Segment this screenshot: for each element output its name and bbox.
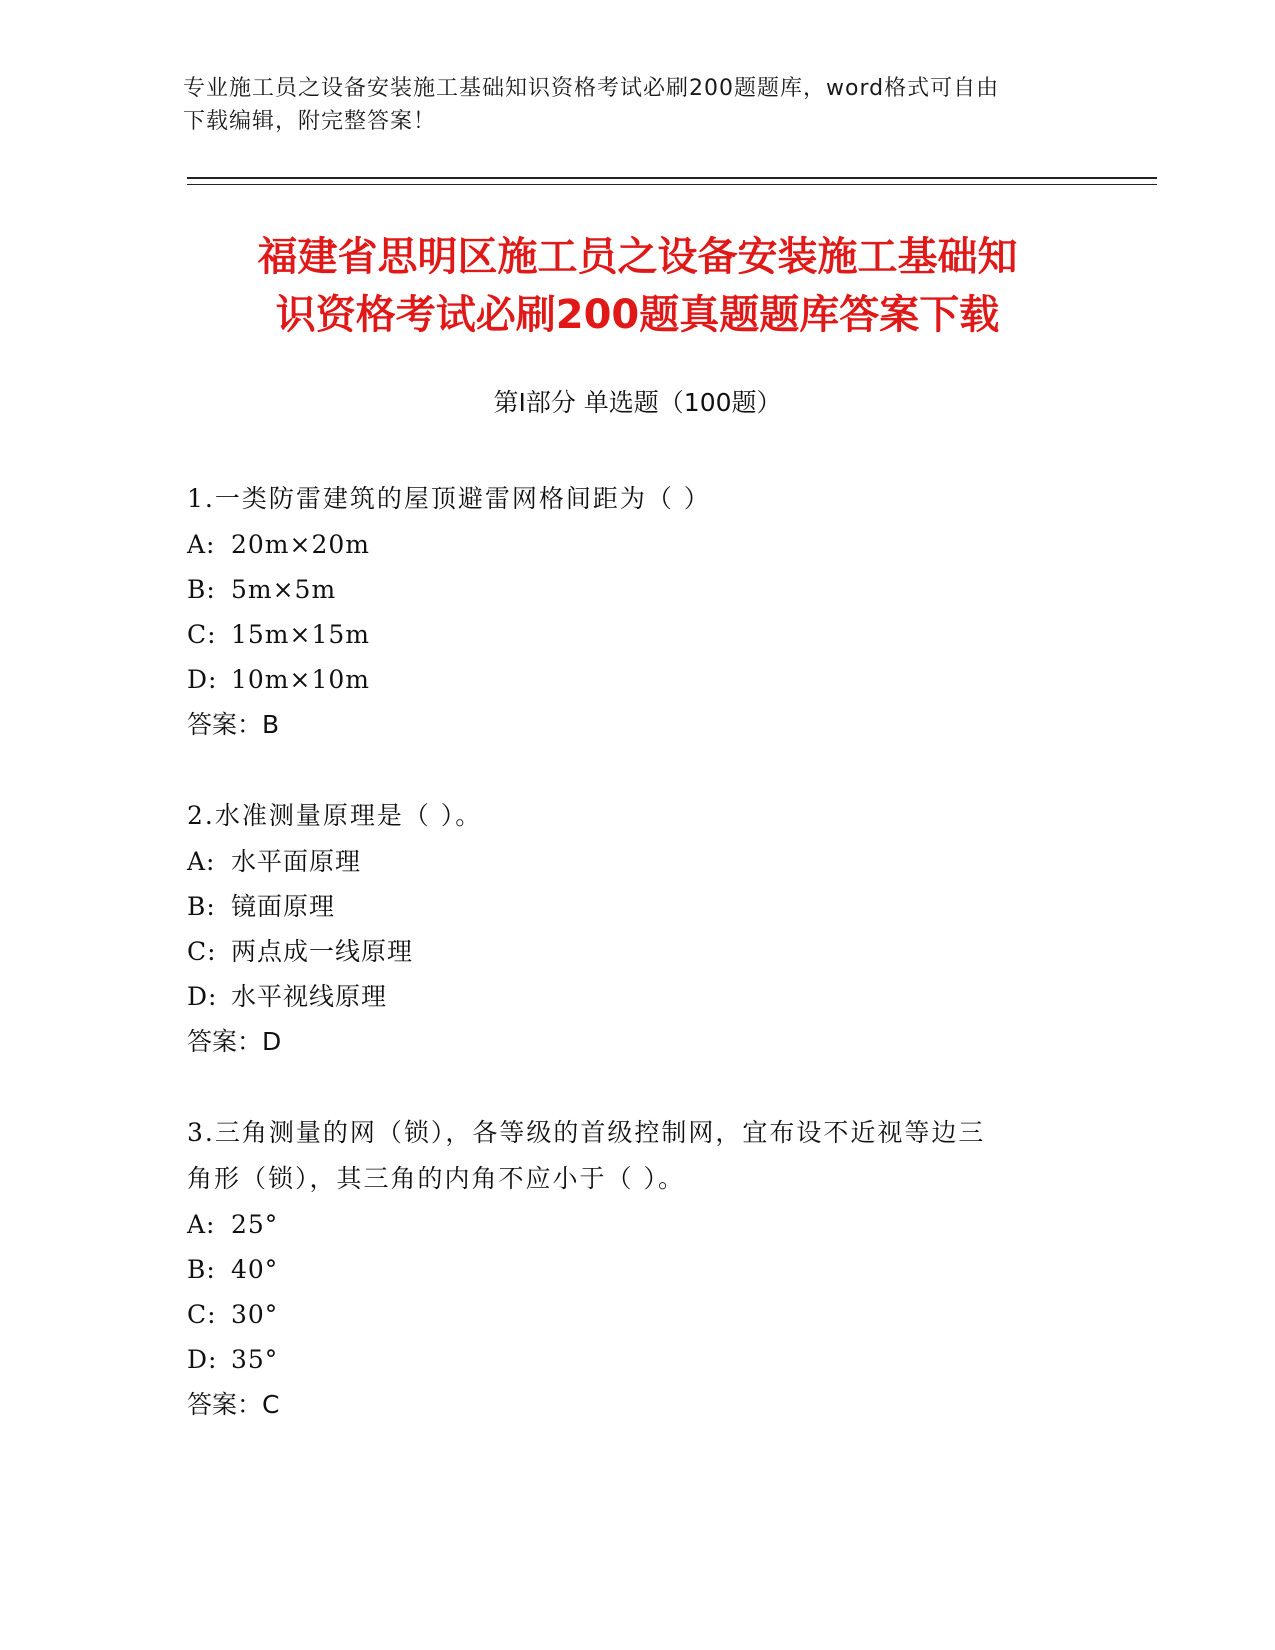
option-letter: C: bbox=[187, 1300, 217, 1329]
header-divider-thick bbox=[187, 177, 1157, 179]
option-text: 40° bbox=[231, 1255, 279, 1284]
answer-line: 答案：D bbox=[187, 1027, 282, 1056]
section-heading: 第Ⅰ部分 单选题（100题） bbox=[493, 388, 782, 417]
option-letter: D: bbox=[187, 1345, 218, 1374]
option-d bbox=[187, 974, 1067, 1019]
option-text: 25° bbox=[231, 1210, 279, 1239]
answer-line: 答案：C bbox=[187, 1390, 280, 1419]
option-b bbox=[187, 1247, 1067, 1292]
option-letter: B: bbox=[187, 892, 216, 921]
option-text: 30° bbox=[231, 1300, 279, 1329]
question-stem: 1.一类防雷建筑的屋顶避雷网格间距为（ ） bbox=[187, 484, 711, 513]
document-title-line-1: 福建省思明区施工员之设备安装施工基础知 bbox=[257, 234, 1018, 280]
document-title-line-2: 识资格考试必刷200题真题题库答案下载 bbox=[275, 292, 1000, 338]
option-text: 镜面原理 bbox=[231, 892, 336, 921]
question-1 bbox=[187, 476, 1067, 748]
option-text: 35° bbox=[231, 1345, 279, 1374]
option-text: 水平视线原理 bbox=[231, 982, 388, 1011]
option-c bbox=[187, 612, 1067, 657]
option-letter: B: bbox=[187, 575, 216, 604]
answer-line: 答案：B bbox=[187, 710, 280, 739]
option-b bbox=[187, 884, 1067, 929]
option-letter: D: bbox=[187, 982, 218, 1011]
option-a bbox=[187, 522, 1067, 567]
option-c bbox=[187, 929, 1067, 974]
header-note-line-1: 专业施工员之设备安装施工基础知识资格考试必刷200题题库，word格式可自由 bbox=[183, 76, 1000, 101]
question-2 bbox=[187, 793, 1067, 1065]
header-note bbox=[183, 72, 1063, 138]
option-d bbox=[187, 1337, 1067, 1382]
question-stem: 2.水准测量原理是（ ）。 bbox=[187, 801, 483, 830]
option-letter: C: bbox=[187, 620, 217, 649]
document-title bbox=[0, 228, 1275, 344]
option-a bbox=[187, 839, 1067, 884]
option-c bbox=[187, 1292, 1067, 1337]
option-letter: B: bbox=[187, 1255, 216, 1284]
option-letter: A: bbox=[187, 530, 216, 559]
option-letter: D: bbox=[187, 665, 218, 694]
question-3 bbox=[187, 1110, 1067, 1428]
header-divider-thin bbox=[187, 184, 1157, 185]
option-text: 水平面原理 bbox=[231, 847, 362, 876]
header-note-line-2: 下载编辑，附完整答案！ bbox=[183, 109, 437, 134]
option-text: 15m×15m bbox=[231, 620, 370, 649]
option-text: 20m×20m bbox=[231, 530, 370, 559]
option-letter: C: bbox=[187, 937, 217, 966]
option-d bbox=[187, 657, 1067, 702]
option-b bbox=[187, 567, 1067, 612]
question-stem: 3.三角测量的网（锁），各等级的首级控制网，宜布设不近视等边三 角形（锁），其三角的内角不应小于（ ）。 bbox=[187, 1118, 986, 1193]
option-text: 5m×5m bbox=[231, 575, 337, 604]
option-letter: A: bbox=[187, 847, 216, 876]
option-a bbox=[187, 1202, 1067, 1247]
option-text: 10m×10m bbox=[231, 665, 370, 694]
option-text: 两点成一线原理 bbox=[231, 937, 414, 966]
option-letter: A: bbox=[187, 1210, 216, 1239]
